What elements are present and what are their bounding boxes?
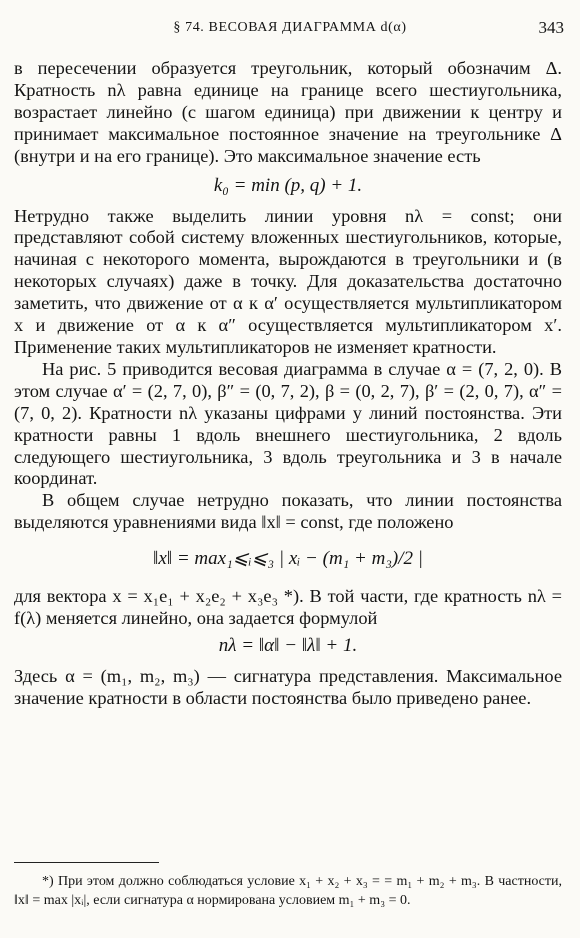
- paragraph-2: Нетрудно также выделить линии уровня nλ = const; они представляют собой систему вложенных шестиугольников, которые, начиная с некоторого момента, вырождаются в треугольники и (в некоторых случаях) даже в точку. Для доказательства достаточно заметить, что движение от α к α′ осуществляется мультипликатором x и движение от α к α″ осуществляется мультипликатором x′. Применение таких мультипликаторов не изменяет кратности.: [14, 205, 562, 357]
- running-header: [0, 18, 580, 40]
- page-number: 343: [538, 18, 564, 37]
- footnote-text: *) При этом должно соблюдаться условие x₁ + x₂ + x₃ = = m₁ + m₂ + m₃. В частности, ‖x‖ = max |xᵢ|, если сигнатура α нормирована условием m₁ + m₃ = 0.: [14, 874, 562, 908]
- formula-norm: ‖x‖ = max₁⩽ᵢ⩽₃ | xᵢ − (m₁ + m₃)/2 |: [153, 548, 423, 570]
- footnote: [14, 872, 562, 910]
- formula-multiplicity: nλ = ‖α‖ − ‖λ‖ + 1.: [218, 634, 358, 656]
- footnote-rule: [14, 862, 159, 863]
- paragraph-3: На рис. 5 приводится весовая диаграмма в случае α = (7, 2, 0). В этом случае α′ = (2, 7, 0), β″ = (0, 7, 2), β = (0, 2, 7), β′ = (2, 0, 7), α″ = (7, 0, 2). Кратности nλ указаны цифрами у линий постоянства. Эти кратности равны 1 вдоль внешнего шестиугольника, 2 вдоль следующего шестиугольника, 3 вдоль треугольника и 3 в начале координат.: [14, 358, 562, 489]
- main-text: [14, 58, 562, 710]
- section-title: § 74. ВЕСОВАЯ ДИАГРАММА d(α): [173, 20, 407, 35]
- paragraph-5: для вектора x = x₁e₁ + x₂e₂ + x₃e₃ *). В той части, где кратность nλ = f(λ) меняется линейно, она задается формулой: [14, 586, 562, 629]
- paragraph-6: Здесь α = (m₁, m₂, m₃) — сигнатура представления. Максимальное значение кратности в области постоянства было приведено ранее.: [14, 665, 562, 708]
- paragraph-4: В общем случае нетрудно показать, что линии постоянства выделяются уравнениями вида ‖x‖ = const, где положено: [14, 490, 562, 533]
- formula-k0: k₀ = min (p, q) + 1.: [213, 174, 363, 196]
- paragraph-1: в пересечении образуется треугольник, который обозначим Δ. Кратность nλ равна единице на границе всего шестиугольника, возрастает линейно (с шагом единица) при движении к центру и принимает максимальное постоянное значение на треугольнике Δ (внутри и на его границе). Это максимальное значение есть: [14, 58, 562, 166]
